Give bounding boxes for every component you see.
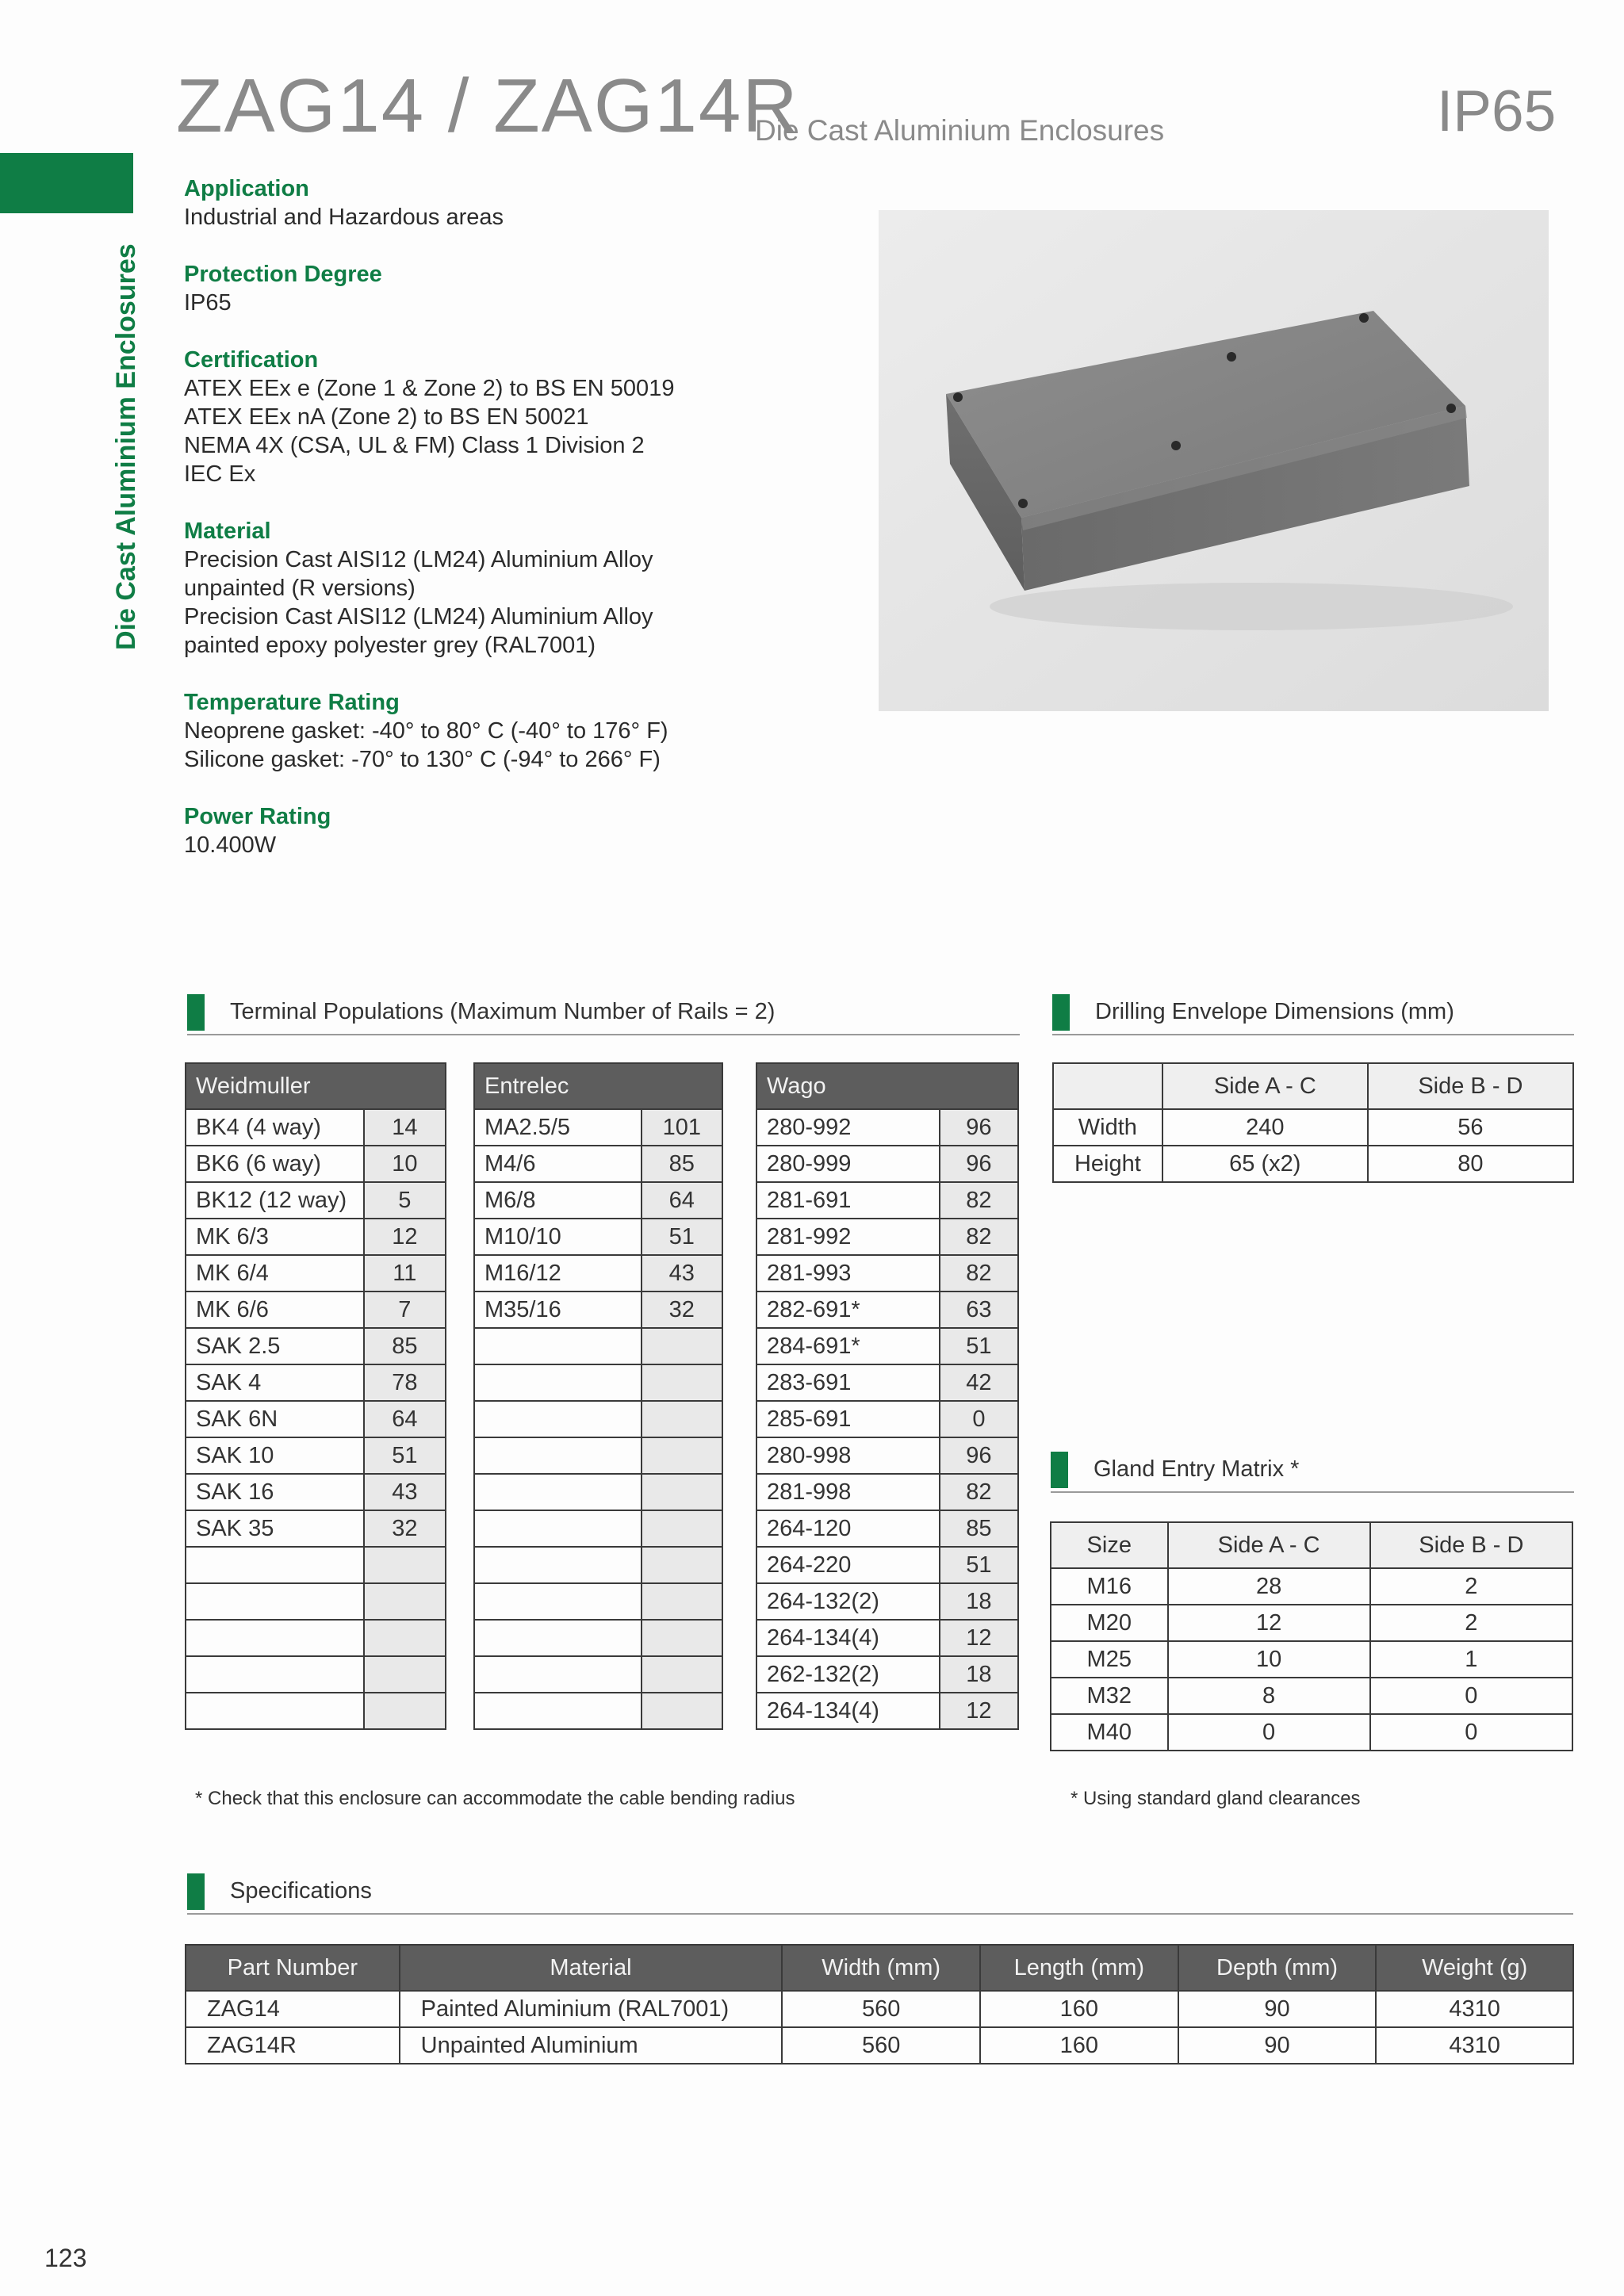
gland-cell: 10 — [1168, 1641, 1370, 1678]
wago-row — [756, 1693, 1018, 1729]
entrelec-count-cell: 64 — [642, 1182, 722, 1219]
entrelec-row — [474, 1401, 722, 1437]
weidmuller-name-cell: SAK 6N — [186, 1401, 364, 1437]
entrelec-name-cell — [474, 1620, 642, 1656]
side-category-label: Die Cast Aluminium Enclosures — [111, 243, 141, 650]
specs-column-header: Length (mm) — [980, 1945, 1178, 1991]
gland-cell: M32 — [1051, 1678, 1168, 1714]
drilling-cell: 65 (x2) — [1162, 1146, 1368, 1182]
weidmuller-name-cell — [186, 1656, 364, 1693]
wago-count-cell: 96 — [940, 1146, 1018, 1182]
terminal-footnote: * Check that this enclosure can accommodate the cable bending radius — [195, 1788, 795, 1809]
wago-count-cell: 12 — [940, 1620, 1018, 1656]
specs-cell: 560 — [782, 1991, 980, 2027]
wago-count-cell: 63 — [940, 1292, 1018, 1328]
drilling-section-heading — [1052, 991, 1574, 1035]
entrelec-row — [474, 1219, 722, 1255]
specs-heading-text: Specifications — [230, 1878, 372, 1904]
weidmuller-count-cell: 7 — [364, 1292, 446, 1328]
weidmuller-count-cell — [364, 1693, 446, 1729]
entrelec-count-cell — [642, 1620, 722, 1656]
gland-footnote: * Using standard gland clearances — [1071, 1788, 1361, 1809]
wago-row — [756, 1474, 1018, 1510]
entrelec-row — [474, 1328, 722, 1364]
gland-cell: 0 — [1168, 1714, 1370, 1751]
weidmuller-row — [186, 1547, 446, 1583]
wago-name-cell: 280-992 — [756, 1109, 940, 1146]
weidmuller-count-cell: 32 — [364, 1510, 446, 1547]
weidmuller-name-cell: MK 6/4 — [186, 1255, 364, 1292]
wago-header: Wago — [756, 1063, 1018, 1109]
weidmuller-name-cell — [186, 1547, 364, 1583]
wago-name-cell: 281-992 — [756, 1219, 940, 1255]
weidmuller-row — [186, 1620, 446, 1656]
specs-header-row — [186, 1945, 1573, 1991]
terminal-section-heading — [187, 991, 1020, 1035]
gland-cell: 0 — [1370, 1714, 1572, 1751]
entrelec-count-cell — [642, 1474, 722, 1510]
ip-rating-badge: IP65 — [1437, 79, 1557, 144]
weidmuller-count-cell — [364, 1656, 446, 1693]
weidmuller-count-cell — [364, 1583, 446, 1620]
material-line: unpainted (R versions) — [184, 576, 416, 601]
drilling-row — [1053, 1109, 1573, 1146]
entrelec-count-cell — [642, 1437, 722, 1474]
weidmuller-count-cell: 43 — [364, 1474, 446, 1510]
application-line: Industrial and Hazardous areas — [184, 205, 504, 230]
entrelec-name-cell — [474, 1401, 642, 1437]
wago-row — [756, 1109, 1018, 1146]
weidmuller-row — [186, 1328, 446, 1364]
weidmuller-row — [186, 1437, 446, 1474]
wago-count-cell: 51 — [940, 1547, 1018, 1583]
specs-cell: 160 — [980, 1991, 1178, 2027]
gland-table — [1050, 1521, 1573, 1751]
weidmuller-row — [186, 1510, 446, 1547]
specs-column-header: Weight (g) — [1376, 1945, 1573, 1991]
entrelec-count-cell — [642, 1583, 722, 1620]
gland-row — [1051, 1568, 1572, 1605]
entrelec-row — [474, 1510, 722, 1547]
entrelec-row — [474, 1182, 722, 1219]
gland-cell: 2 — [1370, 1568, 1572, 1605]
entrelec-name-cell — [474, 1474, 642, 1510]
side-label-container — [89, 243, 152, 650]
wago-count-cell: 12 — [940, 1693, 1018, 1729]
wago-row — [756, 1620, 1018, 1656]
specs-column-header: Width (mm) — [782, 1945, 980, 1991]
gland-cell: M25 — [1051, 1641, 1168, 1678]
entrelec-count-cell — [642, 1364, 722, 1401]
weidmuller-name-cell: SAK 16 — [186, 1474, 364, 1510]
wago-count-cell: 18 — [940, 1656, 1018, 1693]
terminal-heading-text: Terminal Populations (Maximum Number of Rails = 2) — [230, 999, 776, 1024]
temperature-line: Neoprene gasket: -40° to 80° C (-40° to 176° F) — [184, 718, 668, 744]
application-heading: Application — [184, 176, 309, 201]
heading-accent-bar — [187, 1873, 205, 1910]
weidmuller-name-cell: BK12 (12 way) — [186, 1182, 364, 1219]
specs-cell: Unpainted Aluminium — [400, 2027, 783, 2064]
entrelec-row — [474, 1109, 722, 1146]
page-subtitle: Die Cast Aluminium Enclosures — [755, 114, 1165, 147]
gland-heading-text: Gland Entry Matrix * — [1094, 1456, 1300, 1482]
entrelec-name-cell — [474, 1693, 642, 1729]
protection-line: IP65 — [184, 290, 232, 316]
weidmuller-name-cell — [186, 1693, 364, 1729]
weidmuller-name-cell — [186, 1620, 364, 1656]
weidmuller-count-cell: 12 — [364, 1219, 446, 1255]
entrelec-count-cell — [642, 1328, 722, 1364]
wago-name-cell: 284-691* — [756, 1328, 940, 1364]
enclosure-illustration — [879, 210, 1549, 711]
wago-count-cell: 42 — [940, 1364, 1018, 1401]
drilling-column-header: Side B - D — [1368, 1063, 1573, 1109]
drilling-cell: Width — [1053, 1109, 1162, 1146]
entrelec-row — [474, 1547, 722, 1583]
gland-row — [1051, 1714, 1572, 1751]
wago-row — [756, 1146, 1018, 1182]
gland-cell: M16 — [1051, 1568, 1168, 1605]
entrelec-count-cell — [642, 1656, 722, 1693]
entrelec-count-cell — [642, 1401, 722, 1437]
entrelec-name-cell — [474, 1547, 642, 1583]
entrelec-row — [474, 1583, 722, 1620]
weidmuller-row — [186, 1255, 446, 1292]
entrelec-name-cell: M35/16 — [474, 1292, 642, 1328]
wago-name-cell: 280-999 — [756, 1146, 940, 1182]
weidmuller-name-cell — [186, 1583, 364, 1620]
wago-name-cell: 281-998 — [756, 1474, 940, 1510]
gland-cell: 1 — [1370, 1641, 1572, 1678]
wago-row — [756, 1656, 1018, 1693]
weidmuller-name-cell: SAK 35 — [186, 1510, 364, 1547]
specs-cell: 4310 — [1376, 2027, 1573, 2064]
wago-row — [756, 1547, 1018, 1583]
specs-row — [186, 1991, 1573, 2027]
wago-row — [756, 1364, 1018, 1401]
specs-cell: Painted Aluminium (RAL7001) — [400, 1991, 783, 2027]
wago-count-cell: 82 — [940, 1182, 1018, 1219]
wago-name-cell: 264-134(4) — [756, 1620, 940, 1656]
wago-row — [756, 1510, 1018, 1547]
weidmuller-name-cell: BK4 (4 way) — [186, 1109, 364, 1146]
drilling-column-header: Side A - C — [1162, 1063, 1368, 1109]
gland-column-header: Side A - C — [1168, 1522, 1370, 1568]
wago-row — [756, 1583, 1018, 1620]
wago-name-cell: 264-220 — [756, 1547, 940, 1583]
protection-heading: Protection Degree — [184, 262, 382, 287]
entrelec-name-cell: M6/8 — [474, 1182, 642, 1219]
certification-line: IEC Ex — [184, 461, 256, 487]
entrelec-count-cell: 43 — [642, 1255, 722, 1292]
material-section — [184, 517, 882, 660]
entrelec-count-cell — [642, 1547, 722, 1583]
application-section — [184, 174, 882, 232]
gland-cell: 12 — [1168, 1605, 1370, 1641]
power-section — [184, 802, 882, 859]
side-color-block — [0, 153, 133, 213]
weidmuller-count-cell — [364, 1547, 446, 1583]
entrelec-row — [474, 1474, 722, 1510]
heading-accent-bar — [187, 994, 205, 1031]
entrelec-name-cell — [474, 1583, 642, 1620]
wago-row — [756, 1328, 1018, 1364]
entrelec-name-cell: M16/12 — [474, 1255, 642, 1292]
entrelec-name-cell — [474, 1437, 642, 1474]
specs-column-header: Part Number — [186, 1945, 400, 1991]
gland-cell: 0 — [1370, 1678, 1572, 1714]
entrelec-row — [474, 1620, 722, 1656]
wago-count-cell: 82 — [940, 1474, 1018, 1510]
drilling-cell: 240 — [1162, 1109, 1368, 1146]
weidmuller-row — [186, 1219, 446, 1255]
specs-cell: 4310 — [1376, 1991, 1573, 2027]
gland-cell: M20 — [1051, 1605, 1168, 1641]
specifications-table — [185, 1944, 1574, 2064]
entrelec-name-cell — [474, 1510, 642, 1547]
material-heading: Material — [184, 519, 271, 544]
entrelec-name-cell: MA2.5/5 — [474, 1109, 642, 1146]
wago-name-cell: 282-691* — [756, 1292, 940, 1328]
weidmuller-count-cell: 64 — [364, 1401, 446, 1437]
specs-cell: ZAG14 — [186, 1991, 400, 2027]
weidmuller-row — [186, 1583, 446, 1620]
weidmuller-count-cell: 78 — [364, 1364, 446, 1401]
entrelec-count-cell: 101 — [642, 1109, 722, 1146]
weidmuller-name-cell: SAK 4 — [186, 1364, 364, 1401]
heading-accent-bar — [1052, 994, 1070, 1031]
wago-count-cell: 96 — [940, 1109, 1018, 1146]
drilling-cell: 56 — [1368, 1109, 1573, 1146]
entrelec-count-cell: 32 — [642, 1292, 722, 1328]
wago-name-cell: 262-132(2) — [756, 1656, 940, 1693]
specs-cell: 90 — [1178, 1991, 1377, 2027]
gland-cell: 2 — [1370, 1605, 1572, 1641]
entrelec-row — [474, 1693, 722, 1729]
weidmuller-header: Weidmuller — [186, 1063, 446, 1109]
weidmuller-row — [186, 1364, 446, 1401]
weidmuller-row — [186, 1693, 446, 1729]
entrelec-row — [474, 1292, 722, 1328]
weidmuller-row — [186, 1146, 446, 1182]
drilling-heading-text: Drilling Envelope Dimensions (mm) — [1095, 999, 1454, 1024]
wago-name-cell: 281-993 — [756, 1255, 940, 1292]
wago-count-cell: 85 — [940, 1510, 1018, 1547]
specs-cell: 560 — [782, 2027, 980, 2064]
info-panel — [184, 174, 882, 888]
entrelec-row — [474, 1146, 722, 1182]
weidmuller-count-cell: 14 — [364, 1109, 446, 1146]
entrelec-count-cell: 85 — [642, 1146, 722, 1182]
entrelec-row — [474, 1364, 722, 1401]
weidmuller-row — [186, 1656, 446, 1693]
drilling-cell: 80 — [1368, 1146, 1573, 1182]
weidmuller-name-cell: SAK 2.5 — [186, 1328, 364, 1364]
entrelec-count-cell — [642, 1510, 722, 1547]
entrelec-name-cell — [474, 1328, 642, 1364]
wago-name-cell: 283-691 — [756, 1364, 940, 1401]
weidmuller-name-cell: SAK 10 — [186, 1437, 364, 1474]
wago-table — [756, 1062, 1019, 1730]
wago-count-cell: 51 — [940, 1328, 1018, 1364]
gland-header-row — [1051, 1522, 1572, 1568]
entrelec-count-cell: 51 — [642, 1219, 722, 1255]
wago-row — [756, 1219, 1018, 1255]
gland-row — [1051, 1678, 1572, 1714]
entrelec-header: Entrelec — [474, 1063, 722, 1109]
weidmuller-row — [186, 1182, 446, 1219]
specs-cell: 160 — [980, 2027, 1178, 2064]
specs-column-header: Depth (mm) — [1178, 1945, 1377, 1991]
wago-count-cell: 82 — [940, 1255, 1018, 1292]
entrelec-count-cell — [642, 1693, 722, 1729]
entrelec-name-cell: M4/6 — [474, 1146, 642, 1182]
wago-name-cell: 264-132(2) — [756, 1583, 940, 1620]
drilling-header-row — [1053, 1063, 1573, 1109]
wago-name-cell: 264-134(4) — [756, 1693, 940, 1729]
temperature-line: Silicone gasket: -70° to 130° C (-94° to 266° F) — [184, 747, 661, 772]
material-line: painted epoxy polyester grey (RAL7001) — [184, 633, 596, 658]
entrelec-row — [474, 1255, 722, 1292]
specs-section-heading — [187, 1870, 1573, 1915]
drilling-column-header — [1053, 1063, 1162, 1109]
temperature-heading: Temperature Rating — [184, 690, 400, 715]
wago-count-cell: 18 — [940, 1583, 1018, 1620]
wago-row — [756, 1292, 1018, 1328]
wago-row — [756, 1255, 1018, 1292]
weidmuller-count-cell: 11 — [364, 1255, 446, 1292]
gland-cell: 8 — [1168, 1678, 1370, 1714]
gland-cell: M40 — [1051, 1714, 1168, 1751]
gland-row — [1051, 1641, 1572, 1678]
entrelec-name-cell — [474, 1364, 642, 1401]
wago-row — [756, 1182, 1018, 1219]
entrelec-row — [474, 1437, 722, 1474]
material-line: Precision Cast AISI12 (LM24) Aluminium Alloy — [184, 547, 653, 572]
drilling-cell: Height — [1053, 1146, 1162, 1182]
entrelec-table — [473, 1062, 723, 1730]
temperature-section — [184, 688, 882, 774]
wago-name-cell: 264-120 — [756, 1510, 940, 1547]
product-photo — [879, 210, 1549, 711]
weidmuller-row — [186, 1401, 446, 1437]
specs-cell: ZAG14R — [186, 2027, 400, 2064]
entrelec-name-cell: M10/10 — [474, 1219, 642, 1255]
wago-row — [756, 1437, 1018, 1474]
drilling-row — [1053, 1146, 1573, 1182]
weidmuller-row — [186, 1474, 446, 1510]
heading-accent-bar — [1051, 1452, 1068, 1488]
specs-row — [186, 2027, 1573, 2064]
drilling-table — [1052, 1062, 1574, 1183]
wago-count-cell: 82 — [940, 1219, 1018, 1255]
wago-count-cell: 96 — [940, 1437, 1018, 1474]
material-line: Precision Cast AISI12 (LM24) Aluminium Alloy — [184, 604, 653, 629]
weidmuller-name-cell: BK6 (6 way) — [186, 1146, 364, 1182]
weidmuller-name-cell: MK 6/3 — [186, 1219, 364, 1255]
wago-name-cell: 285-691 — [756, 1401, 940, 1437]
certification-heading: Certification — [184, 347, 319, 373]
page-title: ZAG14 / ZAG14R — [176, 63, 799, 148]
certification-section — [184, 346, 882, 488]
specs-column-header: Material — [400, 1945, 783, 1991]
gland-row — [1051, 1605, 1572, 1641]
wago-row — [756, 1401, 1018, 1437]
weidmuller-count-cell: 85 — [364, 1328, 446, 1364]
protection-section — [184, 260, 882, 317]
weidmuller-count-cell: 5 — [364, 1182, 446, 1219]
gland-column-header: Side B - D — [1370, 1522, 1572, 1568]
certification-line: ATEX EEx e (Zone 1 & Zone 2) to BS EN 50019 — [184, 376, 675, 401]
wago-name-cell: 280-998 — [756, 1437, 940, 1474]
weidmuller-name-cell: MK 6/6 — [186, 1292, 364, 1328]
gland-section-heading — [1051, 1448, 1574, 1493]
wago-name-cell: 281-691 — [756, 1182, 940, 1219]
gland-column-header: Size — [1051, 1522, 1168, 1568]
weidmuller-table — [185, 1062, 446, 1730]
page-number: 123 — [44, 2244, 87, 2272]
entrelec-row — [474, 1656, 722, 1693]
power-line: 10.400W — [184, 832, 277, 858]
specs-cell: 90 — [1178, 2027, 1377, 2064]
weidmuller-count-cell: 10 — [364, 1146, 446, 1182]
entrelec-name-cell — [474, 1656, 642, 1693]
gland-cell: 28 — [1168, 1568, 1370, 1605]
certification-line: ATEX EEx nA (Zone 2) to BS EN 50021 — [184, 404, 589, 430]
weidmuller-row — [186, 1292, 446, 1328]
weidmuller-count-cell: 51 — [364, 1437, 446, 1474]
power-heading: Power Rating — [184, 804, 331, 829]
weidmuller-row — [186, 1109, 446, 1146]
wago-count-cell: 0 — [940, 1401, 1018, 1437]
weidmuller-count-cell — [364, 1620, 446, 1656]
certification-line: NEMA 4X (CSA, UL & FM) Class 1 Division 2 — [184, 433, 645, 458]
